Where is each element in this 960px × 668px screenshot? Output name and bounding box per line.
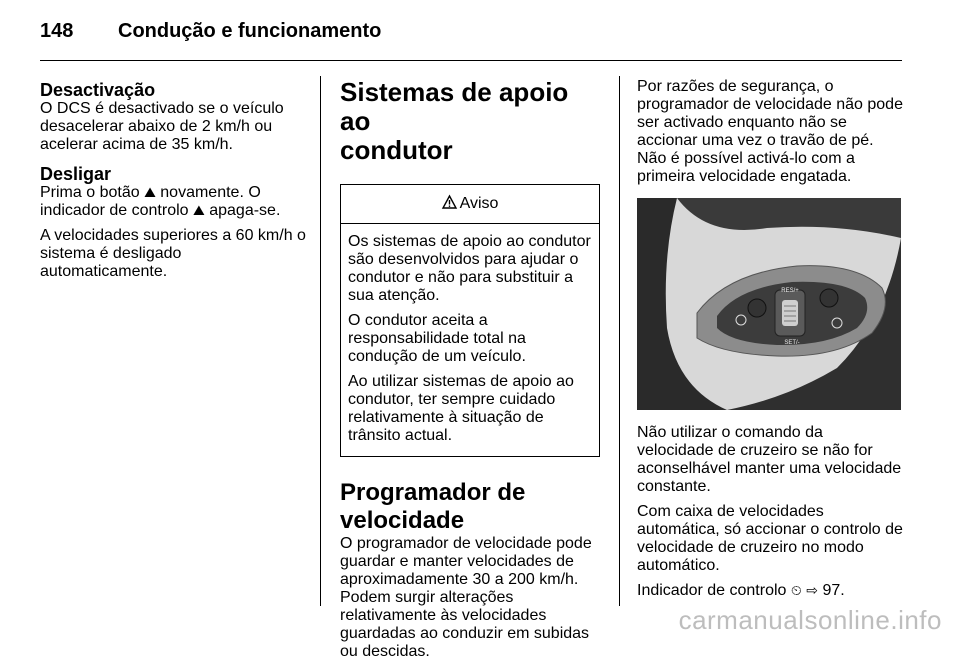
cruise-control-icon: ⏲ (790, 583, 802, 599)
watermark: carmanualsonline.info (678, 605, 942, 635)
dcs-icon: ⛰ (144, 185, 156, 201)
page-reference: 97. (822, 582, 845, 599)
warning-paragraph-1: Os sistemas de apoio ao condutor são desenvolvidos para ajudar o condutor e não para substituir a sua atenção. (348, 233, 591, 304)
warning-paragraph-2: O condutor aceita a responsabilidade total na condução de um veículo. (348, 312, 526, 365)
paragraph-cruise-control: O programador de velocidade pode guardar e manter velocidades de aproximadamente 30 a 200 km/h. Podem surgir alterações relativamente às velocidades guardadas ao conduzir em subidas ou descidas. (340, 535, 592, 660)
heading-off: Desligar (40, 164, 112, 184)
heading-deactivation: Desactivação (40, 80, 156, 100)
column-2 (340, 78, 602, 668)
section-title-line-1: Sistemas de apoio ao (340, 77, 569, 136)
text-again-indicator: novamente. O indicador de controlo (40, 184, 261, 219)
text-indicator: Indicador de controlo (637, 582, 787, 599)
column-divider-2 (619, 76, 620, 606)
paragraph-deactivation: O DCS é desactivado se o veículo desacelerar abaixo de 2 km/h ou acelerar acima de 35 km/h. (40, 100, 284, 153)
section-title-line-2: condutor (340, 135, 453, 165)
paragraph-not-use: Não utilizar o comando da velocidade de cruzeiro se não for aconselhável manter uma velocidade constante. (637, 424, 902, 495)
text-press-button: Prima o botão (40, 184, 140, 201)
res-label: RES/+ (781, 288, 799, 294)
paragraph-indicator (637, 582, 903, 600)
heading-cruise-line-1: Programador de (340, 479, 526, 506)
heading-cruise-line-2: velocidade (340, 507, 465, 534)
paragraph-off-2: A velocidades superiores a 60 km/h o sistema é desligado automaticamente. (40, 227, 306, 280)
column-3 (637, 78, 903, 607)
paragraph-automatic: Com caixa de velocidades automática, só accionar o controlo de velocidade de cruzeiro no modo automático. (637, 503, 903, 574)
header-rule (40, 60, 902, 61)
page-title: Condução e funcionamento (118, 20, 382, 42)
section-title-driver-assistance (340, 78, 602, 165)
warning-paragraph-3: Ao utilizar sistemas de apoio ao condutor, ter sempre cuidado relativamente à situação de trânsito actual. (348, 373, 574, 444)
set-label: SET/- (784, 340, 800, 346)
page-number: 148 (40, 20, 74, 42)
warning-body (341, 224, 599, 456)
paragraph-off-1 (40, 184, 308, 220)
arrow-reference-icon: ⇨ (806, 583, 818, 599)
warning-icon (442, 195, 457, 214)
warning-label: Aviso (459, 195, 499, 212)
dcs-indicator-icon: ⛰ (193, 203, 205, 219)
warning-header (341, 185, 599, 224)
column-1 (40, 80, 308, 288)
paragraph-safety: Por razões de segurança, o programador de velocidade não pode ser activado enquanto não se accionar uma vez o travão de pé. Não é possível activá-lo com a primeira velocidade engatada. (637, 78, 903, 185)
column-divider-1 (320, 76, 321, 606)
steering-wheel-photo (637, 198, 901, 410)
text-goes-off: apaga-se. (209, 202, 281, 219)
heading-cruise-control (340, 479, 602, 535)
warning-box (340, 184, 600, 457)
